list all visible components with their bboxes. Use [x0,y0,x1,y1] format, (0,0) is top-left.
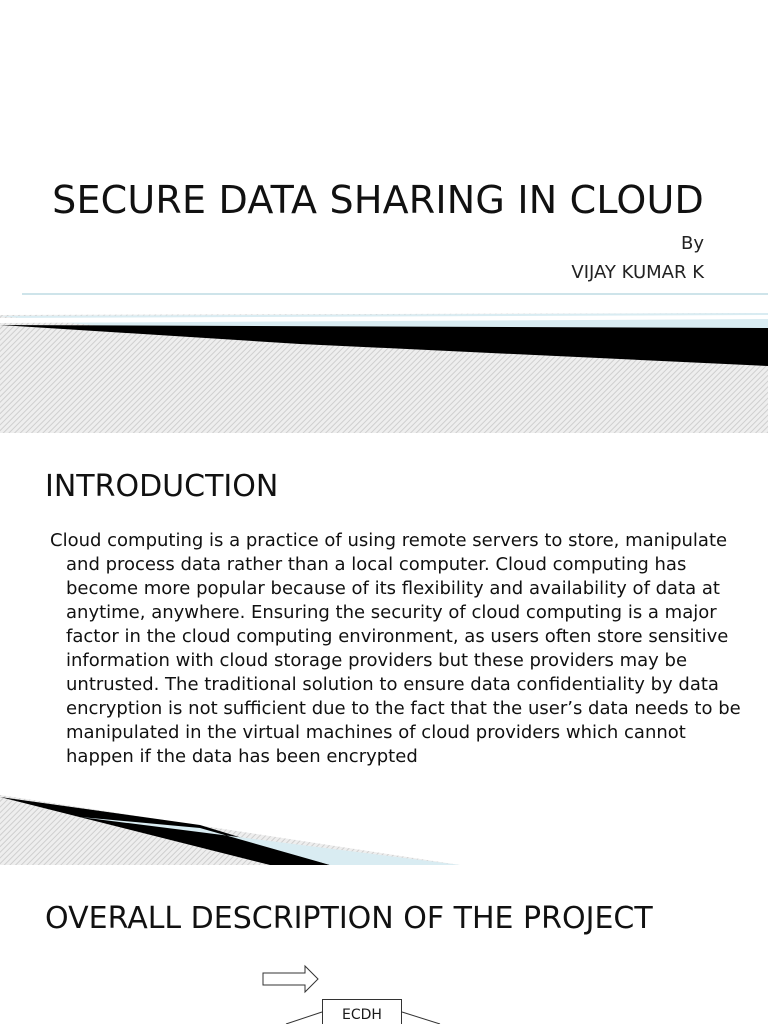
introduction-slide [0,433,768,865]
diagram-connector-right [402,1012,440,1024]
introduction-slide-decoration [0,433,768,865]
overview-slide [0,865,768,1024]
overview-heading: OVERALL DESCRIPTION OF THE PROJECT [45,901,653,936]
introduction-body: Cloud computing is a practice of using remote servers to store, manipulate and process data rather than a local computer. Cloud computing has become more popular because of its flexibility and availability of data at anytime, anywhere. Ensuring the security of cloud computing is a major factor in the cloud computing environment, as users often store sensitive information with cloud storage providers but these providers may be untrusted. The traditional solution to ensure data confidentiality by data encryption is not sufficient due to the fact that the user’s data needs to be manipulated in the virtual machines of cloud providers which cannot happen if the data has been encrypted [50,530,741,767]
diagram-connector-left [286,1012,322,1024]
title-slide-decoration [0,0,768,433]
slide-title: SECURE DATA SHARING IN CLOUD [52,178,704,222]
author-name: VIJAY KUMAR K [571,262,704,283]
introduction-heading: INTRODUCTION [45,469,279,504]
by-label: By [680,233,704,254]
ecdh-box: ECDH [322,999,402,1024]
title-slide [0,0,768,433]
arrow-right-icon [263,966,318,992]
